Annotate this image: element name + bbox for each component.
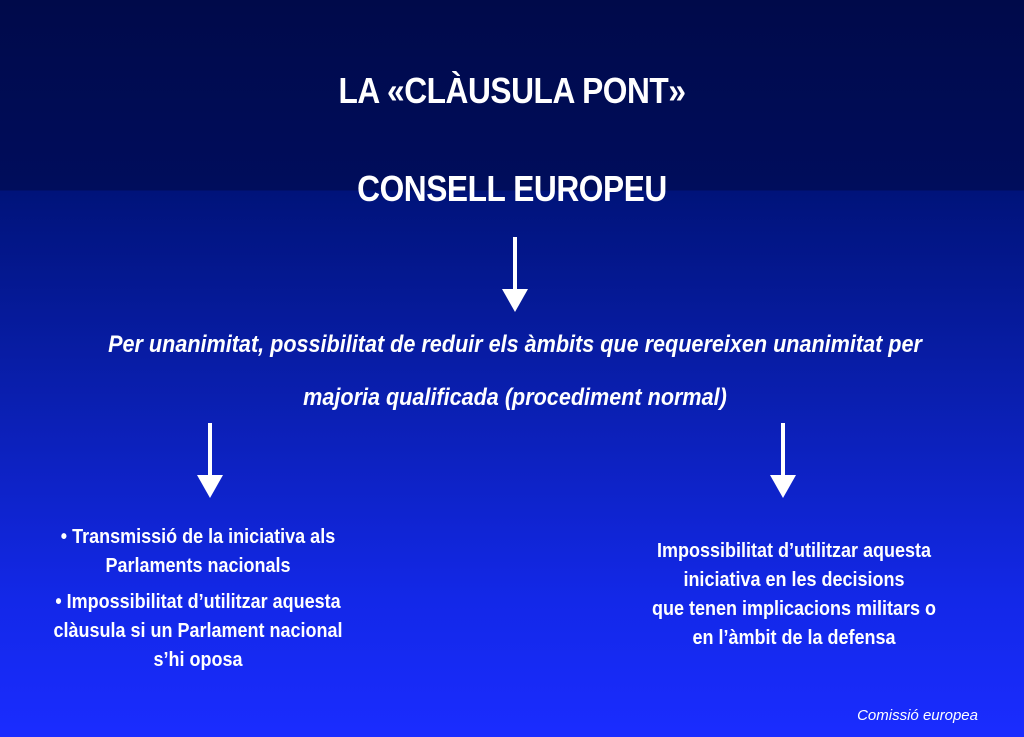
statement-line: Per unanimitat, possibilitat de reduir els àmbits que requereixen unanimitat per — [108, 331, 922, 358]
arrow-down-icon — [768, 423, 798, 499]
slide-title: LA «CLÀUSULA PONT» — [338, 70, 686, 111]
footer-credit: Comissió europea — [857, 707, 978, 724]
consequence-line: en l’àmbit de la defensa — [692, 627, 896, 649]
consequence-line: que tenen implicacions militars o — [651, 598, 937, 620]
statement-line: majoria qualificada (procediment normal) — [303, 384, 727, 411]
statement — [79, 318, 952, 424]
slide-subtitle: CONSELL EUROPEU — [357, 168, 667, 209]
bullet-item: • Transmissió de la iniciativa als Parlaments nacionals — [60, 526, 336, 577]
bullet-item: • Impossibilitat d’utilitzar aquesta clàusula si un Parlament nacional s’hi oposa — [53, 591, 343, 671]
arrow-down-icon — [500, 237, 530, 313]
right-consequence — [628, 537, 959, 653]
arrow-down-icon — [195, 423, 225, 499]
consequence-line: iniciativa en les decisions — [683, 569, 905, 591]
consequence-line: Impossibilitat d’utilitzar aquesta — [656, 540, 932, 562]
left-consequences — [36, 523, 360, 682]
